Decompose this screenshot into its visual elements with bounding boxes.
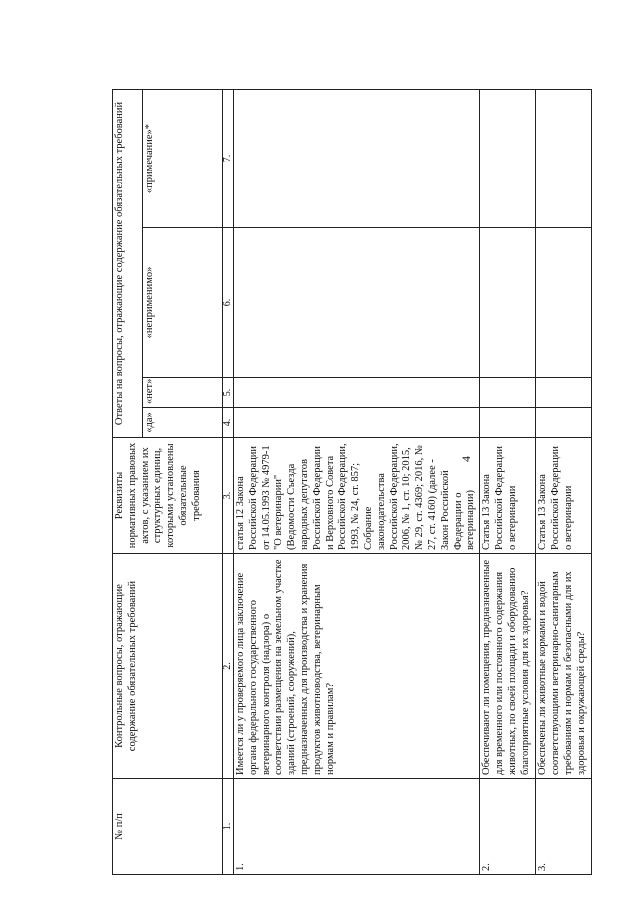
row-requisites: Статья 13 Закона Российской Федерации о ветеринарии (480, 438, 536, 554)
answer-na-cell[interactable] (480, 228, 536, 378)
header-answer-yes: «да» (143, 408, 223, 438)
row-number: 2. (480, 779, 536, 875)
checklist-table (112, 89, 592, 875)
row-number: 3. (536, 779, 592, 875)
column-number: 5. (223, 378, 234, 408)
header-answer-no: «нет» (143, 378, 223, 408)
table-row (480, 90, 536, 875)
column-number: 3. (223, 438, 234, 554)
answer-yes-cell[interactable] (234, 408, 480, 438)
table-row (234, 90, 480, 875)
column-number: 6. (223, 228, 234, 378)
checklist-sheet (112, 90, 587, 875)
answer-note-cell[interactable] (234, 90, 480, 228)
row-requisites: Статья 13 Закона Российской Федерации о ветеринарии (536, 438, 592, 554)
row-requisites: статья 12 Закона Российской Федерации от 14.05.1993 № 4979-1 "О ветеринарии" (Ведомости Съезда народных депутатов Российской Федерации и Верховного Совета Российской Федерации, 1993, № 24, ст. 857; Собрание законодательства Российской Федерации, 2006, № 1, ст. 10; 2015, № 29, ст. 4369; 2016, № 27, ст. 4160) (далее - Закон Российской Федерации о ветеринарии) (234, 438, 480, 554)
rotated-page (112, 90, 587, 875)
answer-note-cell[interactable] (480, 90, 536, 228)
answer-na-cell[interactable] (536, 228, 592, 378)
header-answers-group: Ответы на вопросы, отражающие содержание обязательных требований (113, 90, 143, 438)
answer-yes-cell[interactable] (536, 408, 592, 438)
answer-na-cell[interactable] (234, 228, 480, 378)
answer-no-cell[interactable] (536, 378, 592, 408)
answer-no-cell[interactable] (480, 378, 536, 408)
header-answer-note: «примечание»* (143, 90, 223, 228)
answer-no-cell[interactable] (234, 378, 480, 408)
answer-note-cell[interactable] (536, 90, 592, 228)
column-number: 2. (223, 554, 234, 779)
page-number: 4 (459, 456, 473, 462)
row-number: 1. (234, 779, 480, 875)
row-question: Имеется ли у проверяемого лица заключение органа федерального государственного ветеринарного контроля (надзора) о соответствии размещения на земельном участке зданий (строений, сооружений), предназначенных для производства и хранения продуктов животноводства, ветеринарным нормам и правилам? (234, 554, 480, 779)
answer-yes-cell[interactable] (480, 408, 536, 438)
column-number-row (223, 90, 234, 875)
column-number: 4. (223, 408, 234, 438)
header-requisites: Реквизиты нормативных правовых актов, с указанием их структурных единиц, которыми установлены обязательные требования (113, 438, 223, 554)
table-row (536, 90, 592, 875)
column-number: 7. (223, 90, 234, 228)
row-question: Обеспечены ли животные кормами и водой соответствующими ветеринарно-санитарным требованиям и нормам и безопасными для их здоровья и окружающей среды? (536, 554, 592, 779)
header-num: № п/п (113, 779, 223, 875)
header-question: Контрольные вопросы, отражающие содержание обязательных требований (113, 554, 223, 779)
column-number: 1. (223, 779, 234, 875)
header-answer-na: «неприменимо» (143, 228, 223, 378)
row-question: Обеспечивают ли помещения, предназначенные для временного или постоянного содержания животных, по своей площади и оборудованию благоприятные условия для их здоровья? (480, 554, 536, 779)
